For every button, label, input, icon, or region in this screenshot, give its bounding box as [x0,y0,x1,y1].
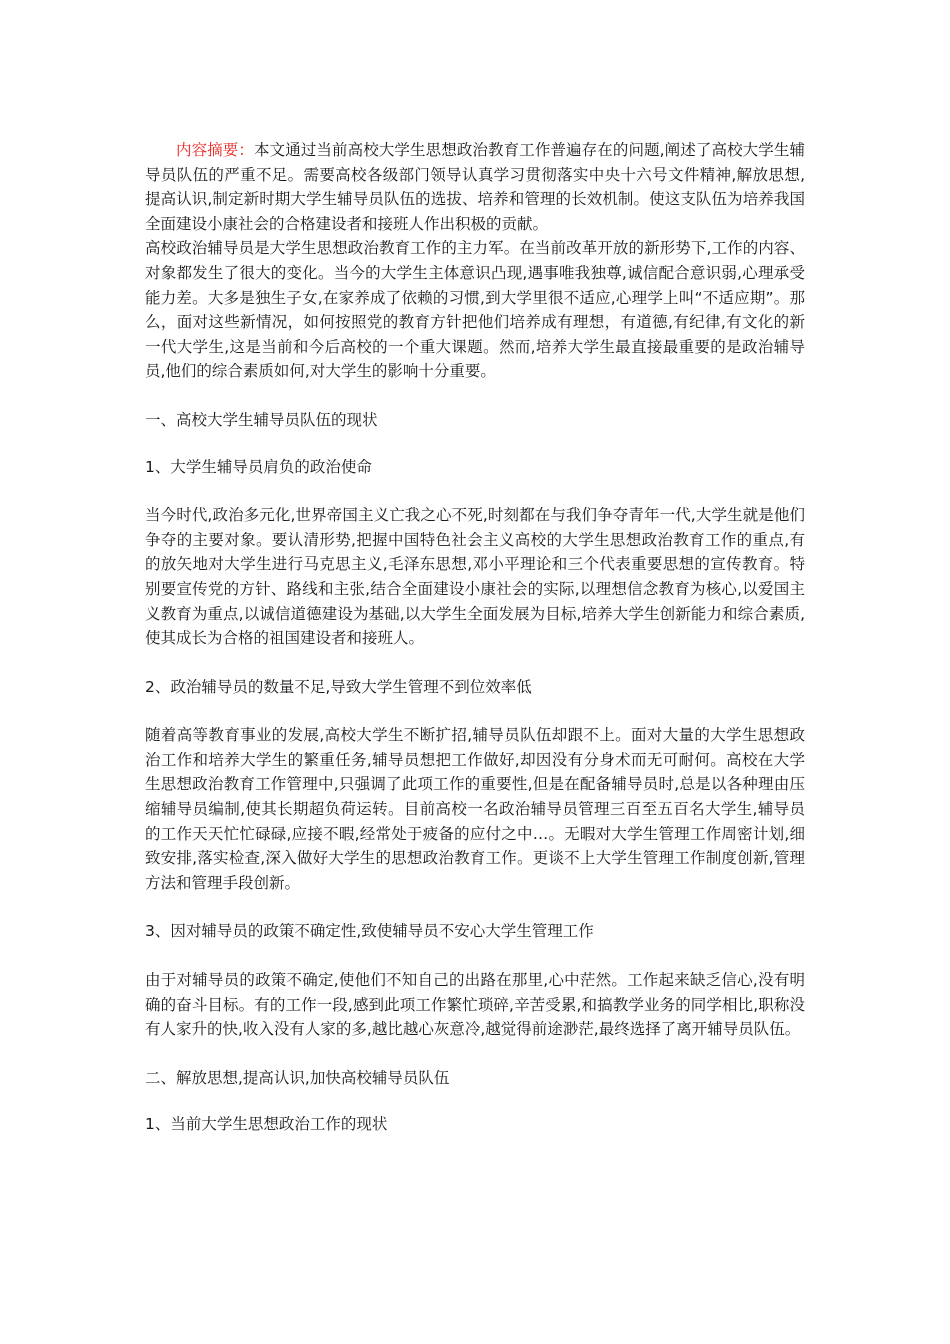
section1-heading: 一、高校大学生辅导员队伍的现状 [145,410,378,429]
abstract-label: 内容摘要： [176,141,255,159]
section2-heading: 二、解放思想,提高认识,加快高校辅导员队伍 [145,1068,450,1087]
section1-sub1-paragraph: 当今时代,政治多元化,世界帝国主义亡我之心不死,时刻都在与我们争夺青年一代,大学生就是他们争夺的主要对象。要认清形势,把握中国特色社会主义高校的大学生思想政治教育工作的重点,有的放矢地对大学生进行马克思主义,毛泽东思想,邓小平理论和三个代表重要思想的宣传教育。特别要宣传党的方针、路线和主张,结合全面建设小康社会的实际,以理想信念教育为核心,以爱国主义教育为重点,以诚信道德建设为基础,以大学生全面发展为目标,培养大学生创新能力和综合素质,使其成长为合格的祖国建设者和接班人。 [145,506,805,648]
abstract-text: 本文通过当前高校大学生思想政治教育工作普遍存在的问题,阐述了高校大学生辅导员队伍的严重不足。需要高校各级部门领导认真学习贯彻落实中央十六号文件精神,解放思想,提高认识,制定新时期大学生辅导员队伍的选拔、培养和管理的长效机制。使这支队伍为培养我国全面建设小康社会的合格建设者和接班人作出积极的贡献。 [145,141,805,233]
intro-paragraph: 高校政治辅导员是大学生思想政治教育工作的主力军。在当前改革开放的新形势下,工作的内容、对象都发生了很大的变化。当今的大学生主体意识凸现,遇事唯我独尊,诚信配合意识弱,心理承受能力差。大多是独生子女,在家养成了依赖的习惯,到大学里很不适应,心理学上叫“不适应期”。那么，面对这些新情况，如何按照党的教育方针把他们培养成有理想，有道德,有纪律,有文化的新一代大学生,这是当前和今后高校的一个重大课题。然而,培养大学生最直接最重要的是政治辅导员,他们的综合素质如何,对大学生的影响十分重要。 [145,239,805,381]
section2-sub1-heading: 1、当前大学生思想政治工作的现状 [145,1115,388,1134]
section1-sub2-paragraph: 随着高等教育事业的发展,高校大学生不断扩招,辅导员队伍却跟不上。面对大量的大学生思想政治工作和培养大学生的繁重任务,辅导员想把工作做好,却因没有分身术而无可耐何。高校在大学生思想政治教育工作管理中,只强调了此项工作的重要性,但是在配备辅导员时,总是以各种理由压缩辅导员编制,使其长期超负荷运转。目前高校一名政治辅导员管理三百至五百名大学生,辅导员的工作天天忙忙碌碌,应接不暇,经常处于疲备的应付之中…。无暇对大学生管理工作周密计划,细致安排,落实检查,深入做好大学生的思想政治教育工作。更谈不上大学生管理工作制度创新,管理方法和管理手段创新。 [145,726,805,892]
abstract-paragraph [145,138,805,236]
section1-sub2-heading: 2、政治辅导员的数量不足,导致大学生管理不到位效率低 [145,677,532,696]
section1-sub1-heading: 1、大学生辅导员肩负的政治使命 [145,457,372,476]
section1-sub3-paragraph: 由于对辅导员的政策不确定,使他们不知自己的出路在那里,心中茫然。工作起来缺乏信心,没有明确的奋斗目标。有的工作一段,感到此项工作繁忙琐碎,辛苦受累,和搞教学业务的同学相比,职称没有人家升的快,收入没有人家的多,越比越心灰意冷,越觉得前途渺茫,最终选择了离开辅导员队伍。 [145,971,805,1039]
document-page [145,138,805,1137]
section1-sub3-heading: 3、因对辅导员的政策不确定性,致使辅导员不安心大学生管理工作 [145,922,594,941]
